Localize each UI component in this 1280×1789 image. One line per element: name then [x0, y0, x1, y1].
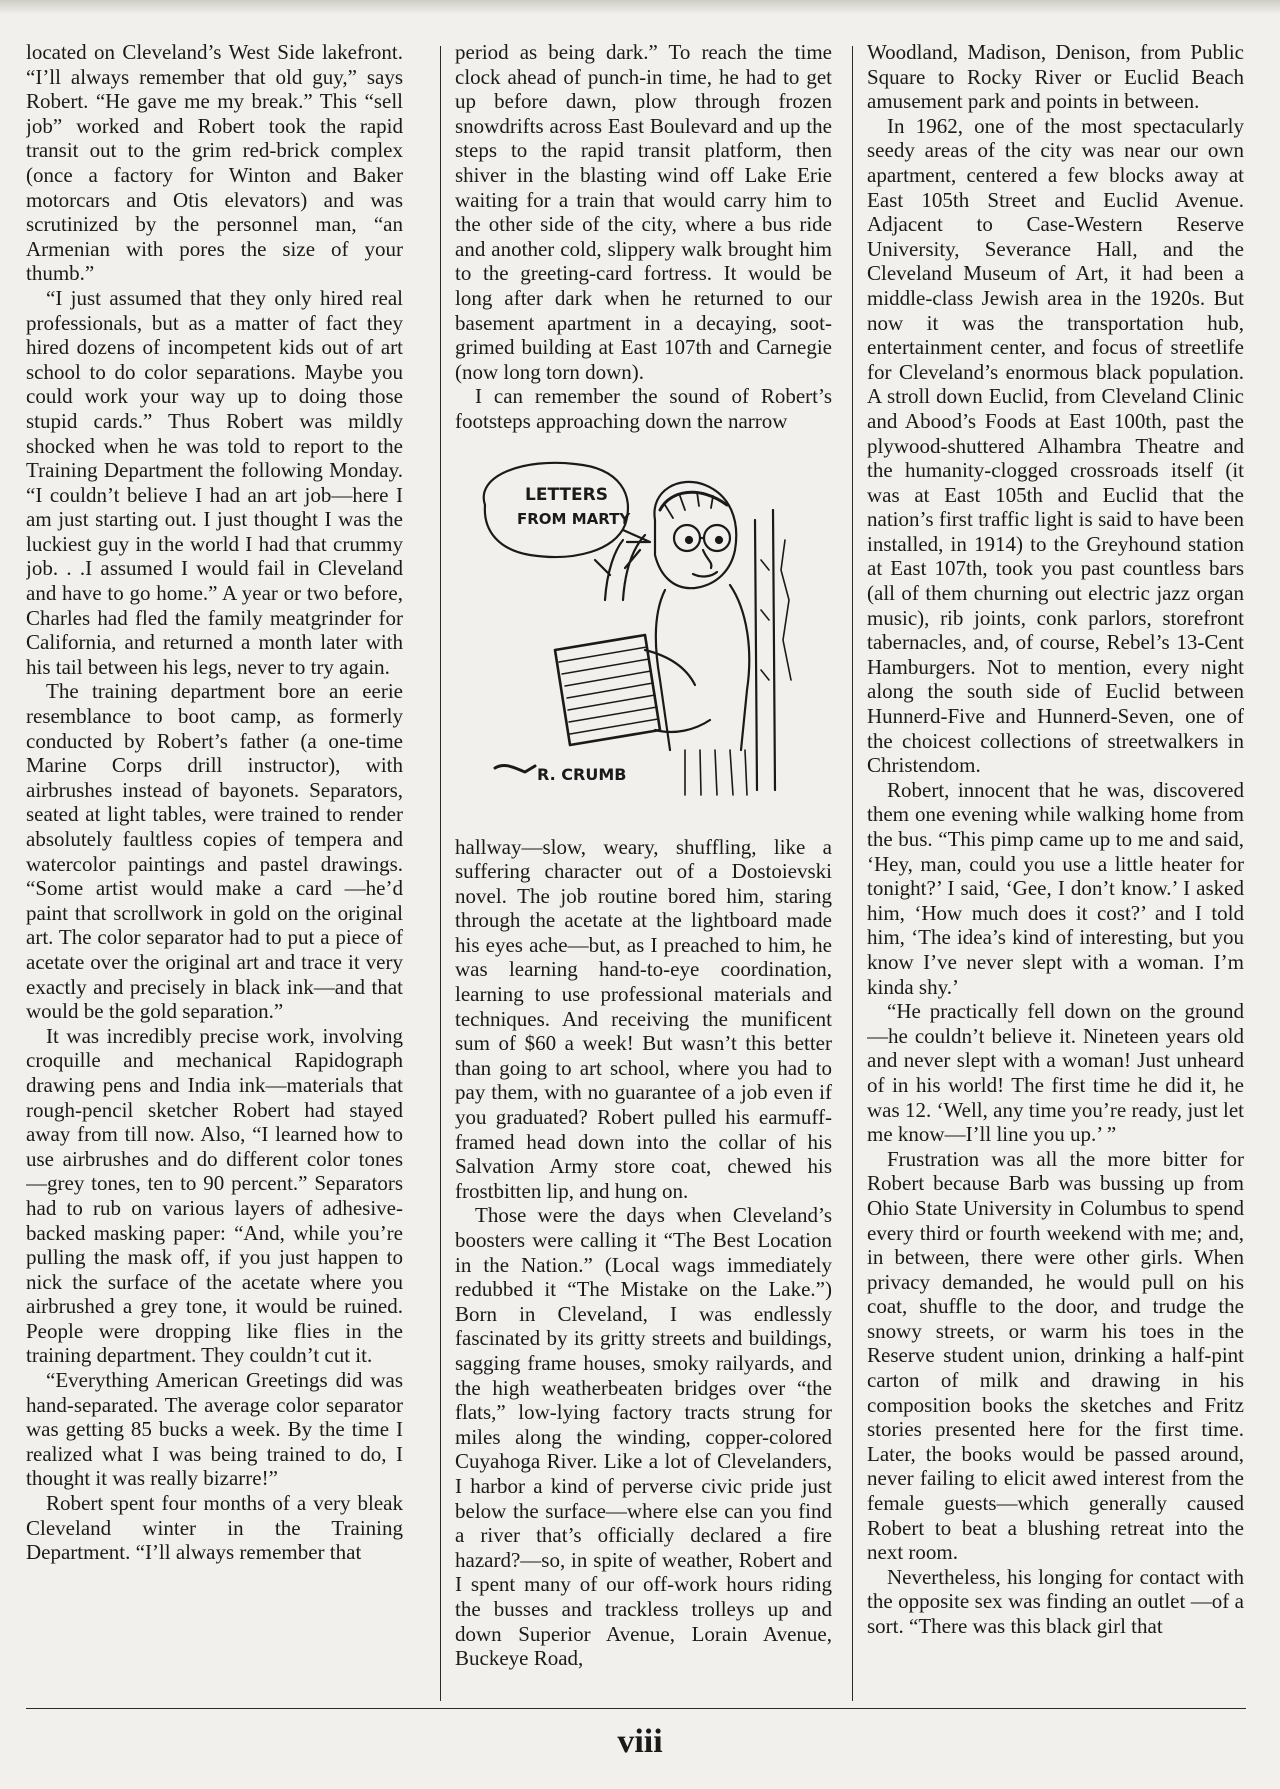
- paragraph: period as being dark.” To reach the time clock ahead of punch-in time, he had to get up before dawn, plow through frozen snowdrifts across East Boulevard and up the steps to the rapid transit platform, then shiver in the blasting wind off Lake Erie waiting for a train that would carry him to the other side of the city, where a bus ride and another cold, slippery walk brought him to the greeting-card fortress. It would be long after dark when he returned to our basement apartment in a decaying, soot-grimed building at East 107th and Carnegie (now long torn down).: [455, 40, 832, 384]
- paragraph: located on Cleveland’s West Side lakefront. “I’ll always remember that old guy,” says Robert. “He gave me my break.” This “sell job” worked and Robert took the rapid transit out to the grim red-brick complex (once a factory for Winton and Baker motorcars and Otis elevators) and was scrutinized by the personnel man, “an Armenian with pores the size of your thumb.”: [26, 40, 403, 286]
- paragraph: Robert, innocent that he was, discovered them one evening while walking home from the bus. “This pimp came up to me and said, ‘Hey, man, could you use a little heater for tonight?’ I said, ‘Gee, I don’t know.’ I asked him, ‘How much does it cost?’ and I told him, ‘The idea’s kind of interesting, but you know I’ve never slept with a woman. I’m kinda shy.’: [867, 777, 1244, 999]
- paragraph: “He practically fell down on the ground —he couldn’t believe it. Nineteen years old and never slept with a woman! Just unheard of in his world! The first time he did it, he was 12. ‘Well, any time you’re ready, just let me know—I’ll line you up.’ ”: [867, 999, 1244, 1147]
- paragraph: “I just assumed that they only hired real professionals, but as a matter of fact they hired dozens of incompetent kids out of art school to do color separations. Maybe you could work your way up to doing those stupid cards.” Thus Robert was mildly shocked when he was told to report to the Training Department the following Monday. “I couldn’t believe I had an art job—here I am just starting out. I just thought I was the luckiest guy in the world I had that crummy job. . .I assumed I would fail in Cleveland and have to go home.” A year or two before, Charles had fled the family meatgrinder for California, and returned a month later with his tail between his legs, never to try again.: [26, 285, 403, 679]
- paragraph: “Everything American Greetings did was hand-separated. The average color separator was getting 85 bucks a week. By the time I realized what I was being trained to do, I thought it was really bizarre!”: [26, 1368, 403, 1491]
- crumb-drawing: [455, 450, 832, 815]
- page-number: viii: [617, 1723, 663, 1760]
- speech-bubble-line-2: FROM MARTY: [517, 509, 631, 528]
- text-column-1: [26, 40, 403, 1705]
- artist-signature: R. CRUMB: [537, 764, 627, 784]
- paragraph: In 1962, one of the most spectacularly seedy areas of the city was near our own apartment, centered a few blocks away at East 105th Street and Euclid Avenue. Adjacent to Case-Western Reserve University, Severance Hall, and the Cleveland Museum of Art, it had been a middle-class Jewish area in the 1920s. But now it was the transportation hub, entertainment center, and focus of streetlife for Cleveland’s enormous black population. A stroll down Euclid, from Cleveland Clinic and Abood’s Foods at East 100th, past the plywood-shuttered Alhambra Theatre and the humanity-clogged crossroads itself (it was at East 105th and Euclid that the nation’s first traffic light is said to have been installed, in 1914) to the Greyhound station at East 107th, took you past countless bars (all of them churning out electric jazz organ music), rib joints, conk parlors, storefront tabernacles, and, of course, Rebel’s 13-Cent Hamburgers. Not to mention, every night along the south side of Euclid between Hunnerd-Five and Hunnerd-Seven, one of the choicest collections of streetwalkers in Christendom.: [867, 113, 1244, 778]
- column-divider: [440, 46, 441, 1701]
- cartoon-illustration: [455, 450, 832, 815]
- speech-bubble-line-1: LETTERS: [525, 484, 608, 505]
- paragraph: The training department bore an eerie resemblance to boot camp, as formerly conducted by Robert’s father (a one-time Marine Corps drill instructor), with airbrushes instead of bayonets. Separators, seated at light tables, were trained to render absolutely faultless copies of tempera and watercolor paintings and pastel drawings. “Some artist would make a card —he’d paint that scrollwork in gold on the original art. The color separator had to put a piece of acetate over the original art and trace it very exactly and precisely in black ink—and that would be the gold separation.”: [26, 679, 403, 1024]
- column-divider: [852, 46, 853, 1701]
- paragraph: It was incredibly precise work, involving croquille and mechanical Rapidograph drawing pens and India ink—materials that rough-pencil sketcher Robert had stayed away from till now. Also, “I learned how to use airbrushes and do different color tones—grey tones, ten to 90 percent.” Separators had to rub on various layers of adhesive-backed masking paper: “And, while you’re pulling the mask off, if you just happen to nick the surface of the acetate where you airbrushed a grey tone, it would be ruined. People were dropping like flies in the training department. They couldn’t cut it.: [26, 1023, 403, 1368]
- paragraph: hallway—slow, weary, shuffling, like a suffering character out of a Dostoievski novel. The job routine bored him, staring through the acetate at the lightboard made his eyes ache—but, as I preached to him, he was learning hand-to-eye coordination, learning to use professional materials and techniques. And receiving the munificent sum of $60 a week! But wasn’t this better than going to art school, where you had to pay them, with no guarantee of a job even if you graduated? Robert pulled his earmuff-framed head down into the collar of his Salvation Army store coat, chewed his frostbitten lip, and hung on.: [455, 834, 832, 1203]
- paragraph: Frustration was all the more bitter for Robert because Barb was bussing up from Ohio State University in Columbus to spend every third or fourth weekend with me; and, in between, there were other girls. When privacy demanded, he would pull on his coat, shuffle to the door, and trudge the snowy streets, or warm his toes in the Reserve student union, drinking a half-pint carton of milk and drawing in his composition books the sketches and Fritz stories presented here for the first time. Later, the books would be passed around, never failing to elicit awed interest from the female guests—which generally caused Robert to beat a blushing retreat into the next room.: [867, 1146, 1244, 1565]
- paragraph: Those were the days when Cleveland’s boosters were calling it “The Best Location in the Nation.” (Local wags immediately redubbed it “The Mistake on the Lake.”) Born in Cleveland, I was endlessly fascinated by its gritty streets and buildings, sagging frame houses, smoky railyards, and the high weatherbeaten bridges over “the flats,” low-lying factory tracts strung for miles along the winding, copper-colored Cuyahoga River. Like a lot of Clevelanders, I harbor a kind of perverse civic pride just below the surface—where else can you find a river that’s officially declared a fire hazard?—so, in spite of weather, Robert and I spent many of our off-work hours riding the busses and trackless trolleys up and down Superior Avenue, Lorain Avenue, Buckeye Road,: [455, 1203, 832, 1671]
- paragraph: Woodland, Madison, Denison, from Public Square to Rocky River or Euclid Beach amusement park and points in between.: [867, 40, 1244, 114]
- scan-edge: [0, 0, 1280, 14]
- paragraph: Robert spent four months of a very bleak Cleveland winter in the Training Department. “I’ll always remember that: [26, 1491, 403, 1565]
- footer-rule: [26, 1708, 1246, 1709]
- paragraph: Nevertheless, his longing for contact with the opposite sex was finding an outlet —of a sort. “There was this black girl that: [867, 1564, 1244, 1638]
- text-column-3: [867, 40, 1244, 1705]
- text-column-2: [455, 40, 832, 1705]
- paragraph: I can remember the sound of Robert’s footsteps approaching down the narrow: [455, 384, 832, 433]
